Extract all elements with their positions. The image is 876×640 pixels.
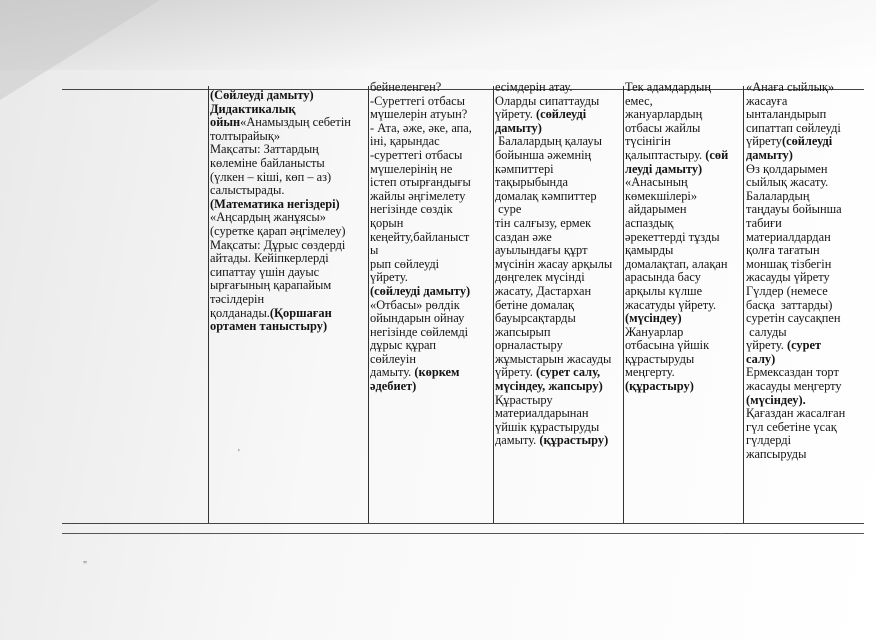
cell-text: Мақсаты: Дұрыс сөздерді: [210, 237, 346, 252]
cell-line: [625, 366, 743, 380]
bold-text: ортамен таныстыру): [210, 319, 328, 334]
cell-line: [746, 366, 866, 380]
cell-line: [746, 190, 866, 204]
cell-line: [625, 326, 743, 340]
cell-text: негізінде сөздік: [370, 202, 453, 217]
cell-line: [625, 108, 743, 122]
cell-text: тақырыбында: [495, 175, 568, 190]
cell-text: жұмыстарын жасауды: [495, 351, 612, 366]
cell-text: түсінігін: [625, 134, 671, 149]
cell-line: [625, 299, 743, 313]
bold-text: (құрастыру): [539, 433, 609, 448]
cell-line: [370, 108, 492, 122]
cell-text: қамырды: [625, 243, 674, 258]
cell-text: Гүлдер (немесе: [746, 283, 828, 298]
cell-text: Қағаздан жасалған: [746, 406, 846, 421]
cell-line: [746, 122, 866, 136]
cell-line: [495, 366, 623, 380]
cell-text: басқа заттарды): [746, 297, 833, 312]
cell-text: орналастыру: [495, 338, 563, 353]
cell-line: [210, 307, 368, 321]
cell-line: [746, 231, 866, 245]
bold-text: салу): [746, 351, 776, 366]
page-corner-shadow: [0, 0, 160, 100]
bold-text: (сөйлеуді дамыту): [370, 283, 471, 298]
cell-line: [370, 285, 492, 299]
cell-line: [625, 163, 743, 177]
cell-line: [625, 95, 743, 109]
cell-text: көлеміне байланысты: [210, 155, 325, 170]
cell-text: аспаздық: [625, 215, 674, 230]
cell-line: [370, 339, 492, 353]
cell-text: Оларды сипаттауды: [495, 93, 600, 108]
cell-line: [746, 448, 866, 462]
cell-text: қорын: [370, 215, 404, 230]
bold-text: (Қоршаған: [269, 305, 332, 320]
cell-line: [746, 135, 866, 149]
cell-line: [746, 176, 866, 190]
cell-line: [210, 184, 368, 198]
cell-line: [370, 258, 492, 272]
cell-line: [495, 190, 623, 204]
cell-text: емес,: [625, 93, 653, 108]
cell-line: [370, 312, 492, 326]
cell-text: ы: [370, 243, 379, 258]
column-divider-2: [368, 86, 369, 523]
cell-text: суре: [495, 202, 522, 217]
cell-text: (үлкен – кіші, көп – аз): [210, 169, 332, 184]
cell-line: [370, 135, 492, 149]
cell-text: арасында басу: [625, 270, 701, 285]
bold-text: дамыту): [746, 147, 793, 162]
cell-line: [625, 122, 743, 136]
cell-line: [370, 380, 492, 394]
cell-line: [495, 380, 623, 394]
bold-text: әдебиет): [370, 379, 417, 394]
cell-line: [370, 190, 492, 204]
cell-line: [746, 244, 866, 258]
cell-text: дұрыс құрап: [370, 338, 436, 353]
cell-text: табиғи: [746, 215, 782, 230]
cell-line: [746, 434, 866, 448]
bold-text: (сөй: [705, 147, 729, 162]
cell-line: [370, 231, 492, 245]
cell-line: [210, 143, 368, 157]
cell-text: сыйлық жасату.: [746, 175, 829, 190]
cell-text: мүшелерін атуын?: [370, 107, 468, 122]
cell-line: [625, 217, 743, 231]
cell-text: «Аңсардың жанұясы»: [210, 210, 326, 225]
cell-line: [370, 163, 492, 177]
cell-line: [370, 299, 492, 313]
cell-line: [495, 149, 623, 163]
cell-line: [495, 217, 623, 231]
bold-text: (құрастыру): [625, 379, 694, 394]
cell-text: жасатуды үйрету.: [625, 297, 717, 312]
cell-text: істеп отырғандығы: [370, 175, 471, 190]
cell-line: [370, 122, 492, 136]
table-cell-col1: [210, 89, 368, 379]
cell-text: есімдерін атау.: [495, 81, 573, 94]
table-bottom-rule: [62, 523, 864, 524]
column-divider-5: [743, 86, 744, 523]
cell-text: үйрету: [746, 134, 782, 149]
cell-line: [625, 231, 743, 245]
scan-speck: -: [720, 528, 724, 539]
cell-line: [746, 258, 866, 272]
cell-text: жапсырып: [495, 324, 551, 339]
cell-text: отбасы жайлы: [625, 120, 701, 135]
cell-text: салуды: [746, 324, 787, 339]
cell-text: бейнеленген?: [370, 81, 442, 94]
cell-text: ауылындағы құрт: [495, 243, 588, 258]
bold-text: (Сөйлеуді дамыту): [210, 89, 314, 102]
cell-text: «Анасының: [625, 175, 688, 190]
cell-line: [625, 312, 743, 326]
cell-line: [495, 108, 623, 122]
cell-line: [495, 122, 623, 136]
bold-text: дамыту): [495, 120, 542, 135]
cell-line: [495, 285, 623, 299]
cell-text: отбасына үйшік: [625, 338, 710, 353]
cell-line: [495, 203, 623, 217]
cell-line: [746, 163, 866, 177]
cell-line: [210, 116, 368, 130]
cell-text: материалдарынан: [495, 406, 589, 421]
cell-line: [495, 312, 623, 326]
cell-line: [495, 176, 623, 190]
cell-text: таңдауы бойынша: [746, 202, 842, 217]
cell-text: суретін саусақпен: [746, 311, 841, 326]
table-cell-col4: [625, 81, 743, 461]
cell-text: қолға тағатын: [746, 243, 820, 258]
table-cell-col2: [370, 81, 492, 461]
bold-text: ойын: [210, 115, 241, 130]
cell-line: [625, 353, 743, 367]
bold-text: (мүсіндеу): [625, 311, 682, 326]
bold-text: леуді дамыту): [625, 161, 703, 176]
cell-text: бауырсақтарды: [495, 311, 576, 326]
cell-line: [210, 89, 368, 103]
cell-line: [210, 225, 368, 239]
cell-text: үйрету.: [370, 270, 408, 285]
cell-text: мүсінін жасау арқылы: [495, 256, 613, 271]
cell-text: - Ата, әже, әке, апа,: [370, 120, 472, 135]
cell-text: саздан әже: [495, 229, 552, 244]
cell-text: бетіне домалақ: [495, 297, 575, 312]
cell-text: гүлдерді: [746, 433, 792, 448]
cell-line: [370, 81, 492, 95]
cell-line: [495, 339, 623, 353]
cell-line: [746, 299, 866, 313]
cell-line: [370, 149, 492, 163]
cell-text: материалдардан: [746, 229, 831, 244]
cell-text: үйрету.: [495, 107, 536, 122]
cell-text: жануарлардың: [625, 107, 703, 122]
cell-text: ынталандырып: [746, 107, 827, 122]
cell-line: [210, 171, 368, 185]
cell-line: [210, 239, 368, 253]
cell-text: Тек адамдардың: [625, 81, 711, 94]
cell-text: -Суреттегі отбасы: [370, 93, 465, 108]
cell-line: [495, 231, 623, 245]
cell-line: [370, 326, 492, 340]
cell-text: тәсілдерін: [210, 291, 265, 306]
bold-text: (сөйлеуді: [535, 107, 587, 122]
bold-text: (көркем: [414, 365, 460, 380]
bold-text: (сурет: [786, 338, 822, 353]
cell-line: [625, 271, 743, 285]
cell-line: [210, 198, 368, 212]
cell-text: ырғағының қарапайым: [210, 278, 332, 293]
cell-text: Жануарлар: [625, 324, 684, 339]
page-bottom-rule: [62, 533, 864, 534]
cell-text: Балалардың: [746, 188, 810, 203]
cell-text: дамыту.: [370, 365, 415, 380]
cell-text: -суреттегі отбасы: [370, 147, 463, 162]
cell-text: жапсыруды: [746, 447, 807, 462]
cell-text: кәмпиттері: [495, 161, 554, 176]
cell-line: [625, 285, 743, 299]
cell-line: [370, 203, 492, 217]
cell-text: сипаттау үшін дауыс: [210, 264, 320, 279]
cell-line: [210, 252, 368, 266]
cell-line: [495, 394, 623, 408]
bold-text: (мүсіндеу).: [746, 392, 806, 407]
cell-text: іні, қарындас: [370, 134, 440, 149]
cell-line: [746, 380, 866, 394]
cell-line: [210, 320, 368, 334]
bold-text: (сурет салу,: [535, 365, 601, 380]
cell-text: кеңейту,байланыст: [370, 229, 470, 244]
bold-text: (Математика негіздері): [210, 196, 340, 211]
cell-text: сөйлеуін: [370, 351, 416, 366]
cell-line: [495, 353, 623, 367]
cell-text: домалақ кәмпиттер: [495, 188, 597, 203]
cell-text: қалыптастыру.: [625, 147, 706, 162]
cell-line: [746, 312, 866, 326]
cell-line: [625, 258, 743, 272]
cell-line: [746, 203, 866, 217]
cell-text: «Анаға сыйлық»: [746, 81, 835, 94]
cell-text: көмекшілері»: [625, 188, 698, 203]
table-cell-col3: [495, 81, 623, 521]
table-cell-col5: [746, 81, 866, 521]
cell-text: айдарымен: [625, 202, 687, 217]
cell-line: [370, 366, 492, 380]
cell-text: мүшелерінің не: [370, 161, 453, 176]
cell-text: салыстырады.: [210, 183, 285, 198]
cell-text: «Отбасы» рөлдік: [370, 297, 460, 312]
scan-speck: ': [238, 448, 240, 459]
cell-text: дамыту.: [495, 433, 540, 448]
cell-text: ойындарын ойнау: [370, 311, 465, 326]
cell-text: жасауды үйрету: [746, 270, 830, 285]
cell-text: үйрету.: [746, 338, 787, 353]
cell-line: [746, 339, 866, 353]
cell-line: [495, 407, 623, 421]
cell-line: [746, 407, 866, 421]
cell-text: дөңгелек мүсінді: [495, 270, 585, 285]
column-divider-4: [623, 86, 624, 523]
cell-line: [746, 285, 866, 299]
cell-line: [625, 203, 743, 217]
cell-text: қолданады.: [210, 305, 270, 320]
cell-line: [746, 108, 866, 122]
bold-text: мүсіндеу, жапсыру): [495, 379, 603, 394]
cell-text: айтады. Кейіпкерлерді: [210, 251, 329, 266]
cell-line: [746, 217, 866, 231]
cell-text: бойынша әжемнің: [495, 147, 592, 162]
cell-line: [625, 135, 743, 149]
cell-line: [495, 163, 623, 177]
cell-line: [746, 95, 866, 109]
cell-line: [495, 258, 623, 272]
cell-text: құрастыруды: [625, 351, 695, 366]
cell-line: [625, 190, 743, 204]
cell-text: негізінде сөйлемді: [370, 324, 469, 339]
cell-line: [625, 244, 743, 258]
bold-text: (сөйлеуді: [781, 134, 833, 149]
cell-text: жасауға: [746, 93, 788, 108]
cell-text: моншақ тізбегін: [746, 256, 832, 271]
cell-text: (суретке қарап әңгімелеу): [210, 223, 346, 238]
cell-text: рып сөйлеуді: [370, 256, 440, 271]
cell-line: [370, 244, 492, 258]
cell-text: жайлы әңгімелету: [370, 188, 466, 203]
column-divider-3: [493, 86, 494, 523]
cell-line: [746, 149, 866, 163]
cell-line: [495, 299, 623, 313]
cell-line: [370, 95, 492, 109]
cell-line: [370, 217, 492, 231]
cell-text: Құрастыру: [495, 392, 553, 407]
cell-line: [210, 130, 368, 144]
bold-text: Дидактикалық: [210, 101, 296, 116]
cell-text: сипаттап сөйлеуді: [746, 120, 841, 135]
cell-line: [210, 103, 368, 117]
cell-line: [495, 434, 623, 448]
cell-line: [210, 293, 368, 307]
cell-line: [370, 176, 492, 190]
cell-text: Ермексаздан торт: [746, 365, 839, 380]
cell-text: арқылы күлше: [625, 283, 703, 298]
cell-text: тін салғызу, ермек: [495, 215, 592, 230]
cell-line: [495, 244, 623, 258]
cell-text: жасауды меңгерту: [746, 379, 842, 394]
cell-line: [210, 157, 368, 171]
cell-line: [625, 380, 743, 394]
cell-line: [746, 353, 866, 367]
cell-text: толтырайық»: [210, 128, 281, 143]
cell-text: әрекеттерді тұзды: [625, 229, 720, 244]
cell-text: үйшік құрастыруды: [495, 419, 600, 434]
cell-line: [625, 176, 743, 190]
cell-line: [746, 81, 866, 95]
cell-line: [495, 326, 623, 340]
cell-text: Мақсаты: Заттардың: [210, 142, 319, 157]
cell-line: [746, 394, 866, 408]
cell-line: [370, 353, 492, 367]
cell-text: домалақтап, алақан: [625, 256, 728, 271]
cell-text: үйрету.: [495, 365, 536, 380]
cell-line: [495, 271, 623, 285]
cell-line: [625, 149, 743, 163]
cell-line: [495, 135, 623, 149]
cell-text: «Анамыздың себетін: [240, 115, 351, 130]
cell-text: меңгерту.: [625, 365, 675, 380]
cell-text: гүл себетіне үсақ: [746, 419, 837, 434]
cell-line: [746, 271, 866, 285]
cell-line: [495, 81, 623, 95]
scan-speck: ": [83, 560, 88, 571]
cell-line: [495, 421, 623, 435]
cell-line: [210, 211, 368, 225]
cell-line: [210, 266, 368, 280]
cell-line: [625, 81, 743, 95]
cell-line: [210, 279, 368, 293]
cell-line: [746, 326, 866, 340]
cell-line: [370, 271, 492, 285]
cell-line: [495, 95, 623, 109]
cell-line: [746, 421, 866, 435]
column-divider-1: [208, 86, 209, 523]
cell-text: Өз қолдарымен: [746, 161, 828, 176]
cell-text: Балалардың қалауы: [495, 134, 602, 149]
cell-line: [625, 339, 743, 353]
cell-text: жасату, Дастархан: [495, 283, 592, 298]
